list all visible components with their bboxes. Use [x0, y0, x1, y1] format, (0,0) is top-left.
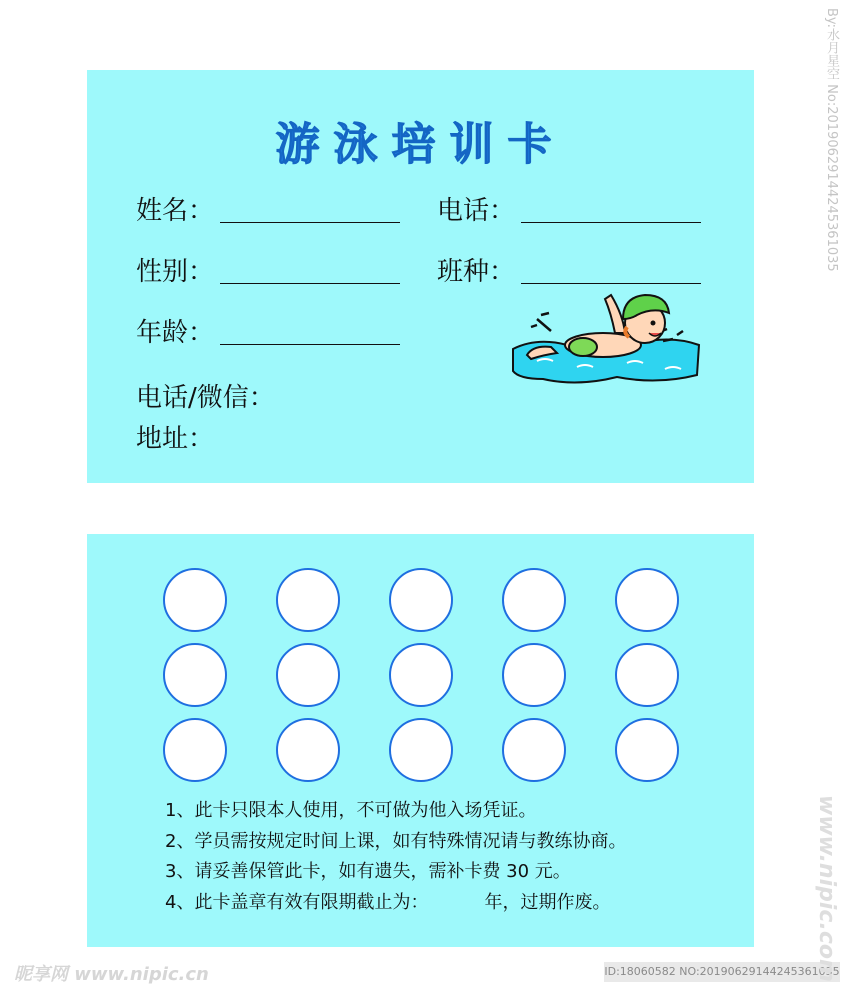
- card-back: [87, 534, 754, 947]
- stamp-grid: [163, 568, 679, 782]
- phone-wechat-field: [136, 377, 275, 414]
- phone-blank-line[interactable]: [521, 222, 701, 223]
- stamp-circle[interactable]: [276, 643, 340, 707]
- name-label: 姓名：: [136, 196, 215, 226]
- stamp-circle[interactable]: [163, 568, 227, 632]
- phone-wechat-label: 电话/微信：: [136, 383, 275, 413]
- stamp-circle[interactable]: [615, 568, 679, 632]
- stamp-circle[interactable]: [276, 718, 340, 782]
- stamp-circle[interactable]: [389, 718, 453, 782]
- address-label: 地址：: [136, 424, 215, 454]
- name-blank-line[interactable]: [220, 222, 400, 223]
- stamp-circle[interactable]: [389, 643, 453, 707]
- age-blank-line[interactable]: [220, 344, 400, 345]
- side-watermark: By:水月星空 No:20190629144245361035: [824, 8, 839, 272]
- rule-item: 1、此卡只限本人使用，不可做为他入场凭证。: [165, 800, 537, 821]
- stamp-circle[interactable]: [163, 718, 227, 782]
- class-type-label: 班种：: [437, 257, 516, 287]
- swimmer-illustration: [507, 275, 707, 390]
- rule-4-suffix: 年，过期作废。: [484, 891, 611, 913]
- stamp-circle[interactable]: [276, 568, 340, 632]
- stamp-circle[interactable]: [615, 718, 679, 782]
- stamp-circle[interactable]: [502, 718, 566, 782]
- gender-field: [136, 251, 400, 288]
- gender-blank-line[interactable]: [220, 283, 400, 284]
- card-title: 游泳培训卡: [275, 119, 566, 170]
- stamp-circle[interactable]: [163, 643, 227, 707]
- rule-4-prefix: 4、此卡盖章有效有限期截止为：: [165, 891, 429, 913]
- rules-list: [165, 796, 626, 918]
- address-field: [136, 418, 214, 455]
- stamp-circle[interactable]: [502, 643, 566, 707]
- age-label: 年龄：: [136, 318, 215, 348]
- card-front: [87, 70, 754, 483]
- site-logo-watermark: 昵享网 www.nipic.cn: [14, 964, 209, 985]
- stamp-circle[interactable]: [502, 568, 566, 632]
- rule-item: 2、学员需按规定时间上课，如有特殊情况请与教练协商。: [165, 830, 627, 852]
- gender-label: 性别：: [136, 257, 215, 287]
- image-id-watermark: ID:18060582 NO:20190629144245361035: [604, 962, 840, 982]
- rule-item: 3、请妥善保管此卡，如有遗失，需补卡费 30 元。: [165, 861, 571, 882]
- rule-item: [165, 888, 626, 919]
- phone-field: [437, 190, 701, 227]
- stamp-circle[interactable]: [615, 643, 679, 707]
- phone-label: 电话：: [437, 196, 516, 226]
- site-url-watermark: www.nipic.com: [814, 795, 839, 982]
- stamp-circle[interactable]: [389, 568, 453, 632]
- name-field: [136, 190, 400, 227]
- age-field: [136, 312, 400, 349]
